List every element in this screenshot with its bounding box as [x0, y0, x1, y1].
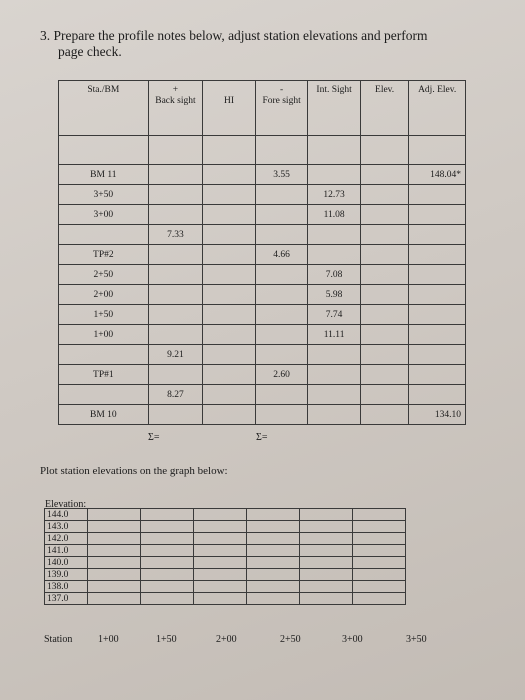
graph-row [45, 533, 406, 545]
graph-cell [194, 569, 247, 581]
graph-cell [300, 545, 353, 557]
graph-row [45, 545, 406, 557]
backsight-cell [148, 205, 203, 225]
station-cell: TP#2 [59, 245, 149, 265]
hi-cell [203, 385, 256, 405]
adj-elev-cell [409, 345, 466, 365]
graph-cell [88, 557, 141, 569]
plot-instruction: Plot station elevations on the graph below: [40, 465, 228, 477]
elevation-tick: 137.0 [45, 593, 88, 605]
graph-cell [247, 581, 300, 593]
graph-cell [353, 581, 406, 593]
graph-cell [141, 509, 194, 521]
foresight-cell [255, 265, 308, 285]
backsight-cell [148, 285, 203, 305]
foresight-cell [255, 285, 308, 305]
station-cell: 1+50 [59, 305, 149, 325]
graph-cell [353, 509, 406, 521]
graph-cell [353, 545, 406, 557]
graph-cell [88, 545, 141, 557]
backsight-cell [148, 305, 203, 325]
graph-row [45, 509, 406, 521]
elevation-graph-grid [44, 508, 406, 605]
foresight-cell [255, 385, 308, 405]
graph-cell [353, 521, 406, 533]
spacer-row [59, 136, 466, 165]
graph-row [45, 557, 406, 569]
graph-cell [247, 533, 300, 545]
adj-elev-cell [409, 305, 466, 325]
adj-elev-cell: 148.04* [409, 165, 466, 185]
foresight-cell: 3.55 [255, 165, 308, 185]
elev-cell [360, 405, 408, 425]
foresight-cell: 4.66 [255, 245, 308, 265]
elevation-tick: 141.0 [45, 545, 88, 557]
graph-cell [247, 509, 300, 521]
int-sight-cell: 5.98 [308, 285, 361, 305]
station-tick: 3+50 [406, 634, 427, 645]
backsight-cell [148, 365, 203, 385]
graph-cell [353, 557, 406, 569]
graph-cell [194, 521, 247, 533]
adj-elev-cell [409, 385, 466, 405]
station-cell [59, 345, 149, 365]
table-row [59, 365, 466, 385]
station-cell: 3+50 [59, 185, 149, 205]
elev-cell [360, 365, 408, 385]
adj-elev-cell [409, 205, 466, 225]
backsight-cell [148, 265, 203, 285]
station-cell: 2+00 [59, 285, 149, 305]
table-row [59, 405, 466, 425]
table-row [59, 245, 466, 265]
graph-cell [194, 533, 247, 545]
graph-cell [300, 533, 353, 545]
table-row [59, 225, 466, 245]
table-row [59, 205, 466, 225]
table-row [59, 285, 466, 305]
station-cell: TP#1 [59, 365, 149, 385]
hi-cell [203, 305, 256, 325]
hi-cell [203, 365, 256, 385]
graph-cell [247, 521, 300, 533]
graph-row [45, 521, 406, 533]
graph-row [45, 581, 406, 593]
elev-cell [360, 305, 408, 325]
elev-cell [360, 165, 408, 185]
hi-cell [203, 225, 256, 245]
problem-line-1: Prepare the profile notes below, adjust station elevations and perform [53, 28, 428, 43]
adj-elev-cell [409, 365, 466, 385]
graph-cell [88, 533, 141, 545]
elevation-tick: 143.0 [45, 521, 88, 533]
adj-elev-cell [409, 225, 466, 245]
adj-elev-cell [409, 185, 466, 205]
graph-cell [247, 545, 300, 557]
graph-cell [88, 581, 141, 593]
graph-cell [194, 509, 247, 521]
graph-cell [141, 557, 194, 569]
foresight-cell [255, 405, 308, 425]
hi-cell [203, 265, 256, 285]
backsight-cell: 7.33 [148, 225, 203, 245]
elevation-axis-label: Elevation: [45, 499, 87, 510]
elev-cell [360, 345, 408, 365]
foresight-cell [255, 225, 308, 245]
graph-cell [247, 569, 300, 581]
adj-elev-cell: 134.10 [409, 405, 466, 425]
profile-notes-table [58, 80, 466, 425]
notes-body [59, 136, 466, 425]
hi-cell [203, 325, 256, 345]
elev-cell [360, 265, 408, 285]
station-cell: BM 11 [59, 165, 149, 185]
header-sta: Sta./BM [59, 81, 149, 136]
graph-row [45, 569, 406, 581]
adj-elev-cell [409, 325, 466, 345]
station-axis-label: Station [44, 634, 73, 645]
hi-cell [203, 205, 256, 225]
graph-cell [247, 557, 300, 569]
graph-cell [141, 533, 194, 545]
station-tick: 3+00 [342, 634, 363, 645]
graph-cell [300, 569, 353, 581]
elevation-tick: 144.0 [45, 509, 88, 521]
elevation-tick: 142.0 [45, 533, 88, 545]
graph-cell [141, 569, 194, 581]
graph-row [45, 593, 406, 605]
int-sight-cell: 11.11 [308, 325, 361, 345]
backsight-cell [148, 165, 203, 185]
int-sight-cell: 11.08 [308, 205, 361, 225]
int-sight-cell: 7.74 [308, 305, 361, 325]
problem-line-2: page check. [58, 44, 122, 59]
int-sight-cell: 7.08 [308, 265, 361, 285]
backsight-cell [148, 245, 203, 265]
foresight-cell [255, 205, 308, 225]
hi-cell [203, 245, 256, 265]
hi-cell [203, 185, 256, 205]
graph-cell [353, 593, 406, 605]
graph-cell [300, 581, 353, 593]
int-sight-cell [308, 165, 361, 185]
elev-cell [360, 385, 408, 405]
station-cell: 2+50 [59, 265, 149, 285]
sum-foresight: Σ= [256, 432, 268, 443]
table-row [59, 385, 466, 405]
int-sight-cell [308, 225, 361, 245]
int-sight-cell: 12.73 [308, 185, 361, 205]
elev-cell [360, 285, 408, 305]
graph-cell [141, 545, 194, 557]
station-tick: 2+00 [216, 634, 237, 645]
graph-cell [141, 521, 194, 533]
backsight-cell: 9.21 [148, 345, 203, 365]
elev-cell [360, 205, 408, 225]
int-sight-cell [308, 245, 361, 265]
header-int-sight: Int. Sight [308, 81, 361, 136]
hi-cell [203, 165, 256, 185]
backsight-cell [148, 405, 203, 425]
station-tick: 1+00 [98, 634, 119, 645]
graph-cell [88, 569, 141, 581]
foresight-cell: 2.60 [255, 365, 308, 385]
int-sight-cell [308, 345, 361, 365]
foresight-cell [255, 305, 308, 325]
header-hi: HI [203, 81, 256, 136]
table-row [59, 325, 466, 345]
header-backsight: + Back sight [148, 81, 203, 136]
elev-cell [360, 245, 408, 265]
station-cell: 1+00 [59, 325, 149, 345]
header-elev: Elev. [360, 81, 408, 136]
graph-cell [141, 581, 194, 593]
adj-elev-cell [409, 285, 466, 305]
table-row [59, 185, 466, 205]
backsight-cell: 8.27 [148, 385, 203, 405]
problem-number: 3. [40, 28, 51, 43]
station-cell [59, 385, 149, 405]
problem-statement [40, 28, 460, 60]
graph-cell [88, 521, 141, 533]
graph-cell [194, 545, 247, 557]
station-cell: 3+00 [59, 205, 149, 225]
graph-cell [353, 569, 406, 581]
station-tick: 1+50 [156, 634, 177, 645]
hi-cell [203, 345, 256, 365]
hi-cell [203, 405, 256, 425]
header-row [59, 81, 466, 136]
foresight-cell [255, 185, 308, 205]
graph-cell [247, 593, 300, 605]
table-row [59, 265, 466, 285]
table-row [59, 305, 466, 325]
graph-cell [300, 593, 353, 605]
adj-elev-cell [409, 265, 466, 285]
elev-cell [360, 225, 408, 245]
adj-elev-cell [409, 245, 466, 265]
header-adj-elev: Adj. Elev. [409, 81, 466, 136]
station-tick: 2+50 [280, 634, 301, 645]
station-cell: BM 10 [59, 405, 149, 425]
elev-cell [360, 325, 408, 345]
graph-cell [194, 557, 247, 569]
int-sight-cell [308, 385, 361, 405]
graph-cell [300, 557, 353, 569]
graph-cell [300, 521, 353, 533]
hi-cell [203, 285, 256, 305]
graph-cell [353, 533, 406, 545]
graph-cell [88, 593, 141, 605]
foresight-cell [255, 325, 308, 345]
graph-cell [194, 593, 247, 605]
int-sight-cell [308, 365, 361, 385]
int-sight-cell [308, 405, 361, 425]
backsight-cell [148, 185, 203, 205]
graph-cell [300, 509, 353, 521]
elev-cell [360, 185, 408, 205]
foresight-cell [255, 345, 308, 365]
graph-cell [194, 581, 247, 593]
sum-backsight: Σ= [148, 432, 160, 443]
table-row [59, 345, 466, 365]
backsight-cell [148, 325, 203, 345]
graph-cell [141, 593, 194, 605]
graph-cell [88, 509, 141, 521]
elevation-tick: 139.0 [45, 569, 88, 581]
station-cell [59, 225, 149, 245]
elevation-tick: 140.0 [45, 557, 88, 569]
table-row [59, 165, 466, 185]
elevation-tick: 138.0 [45, 581, 88, 593]
header-foresight: - Fore sight [255, 81, 308, 136]
